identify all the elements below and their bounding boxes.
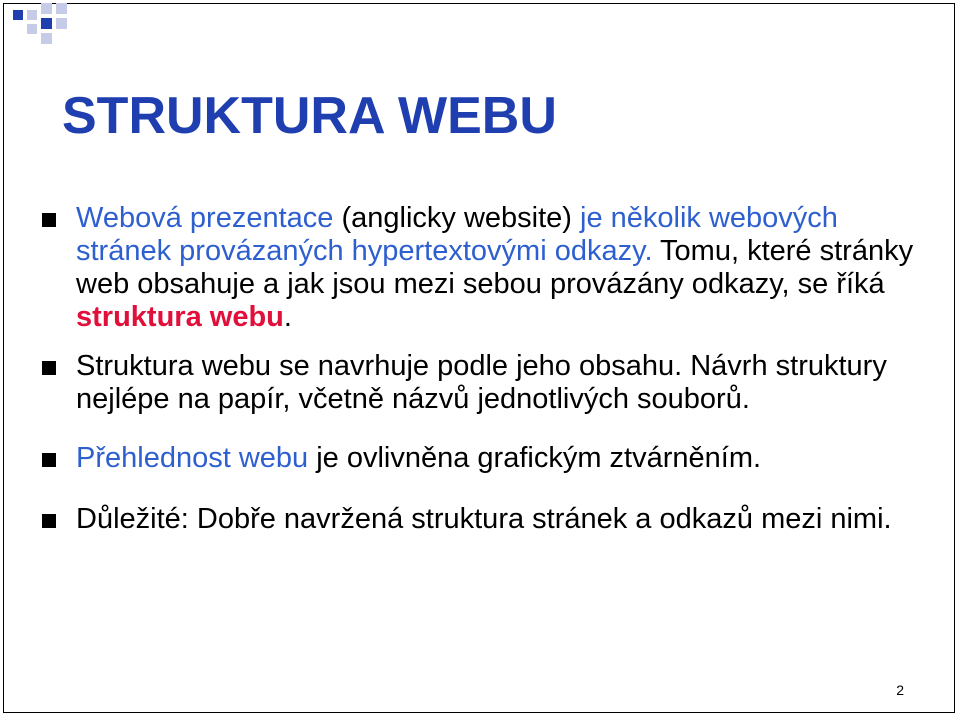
bullet-text: Tomu, které stránky web obsahuje a jak jsou mezi sebou provázány odkazy, se říká (76, 235, 914, 300)
bullet-item-important (40, 503, 920, 536)
bullet-text: Důležité: Dobře navržená struktura stránek a odkazů mezi nimi. (76, 503, 892, 535)
term-web-structure: struktura webu (76, 301, 284, 333)
square-bullet-icon (42, 514, 56, 528)
page-number: 2 (896, 682, 904, 698)
bullet-text: je ovlivněna grafickým ztvárněním. (308, 442, 762, 474)
bullet-item-definition (40, 202, 920, 334)
slide-title: STRUKTURA WEBU (62, 87, 557, 145)
term-clarity: Přehlednost webu (76, 442, 309, 474)
bullet-item-clarity (40, 442, 920, 475)
bullet-text: (anglicky website) (333, 202, 580, 234)
bullet-text: . (283, 301, 292, 333)
bullet-item-design (40, 350, 920, 416)
square-bullet-icon (42, 361, 56, 375)
bullet-list (40, 202, 920, 536)
decorative-squares-icon (0, 0, 80, 60)
square-bullet-icon (42, 453, 56, 467)
term-web-presentation: Webová prezentace (76, 202, 334, 234)
square-bullet-icon (42, 213, 56, 227)
bullet-text: Struktura webu se navrhuje podle jeho obsahu. Návrh struktury nejlépe na papír, včetně názvů jednotlivých souborů. (76, 350, 887, 415)
definition-text: je několik webových stránek provázaných hypertextovými odkazy. (76, 202, 838, 267)
